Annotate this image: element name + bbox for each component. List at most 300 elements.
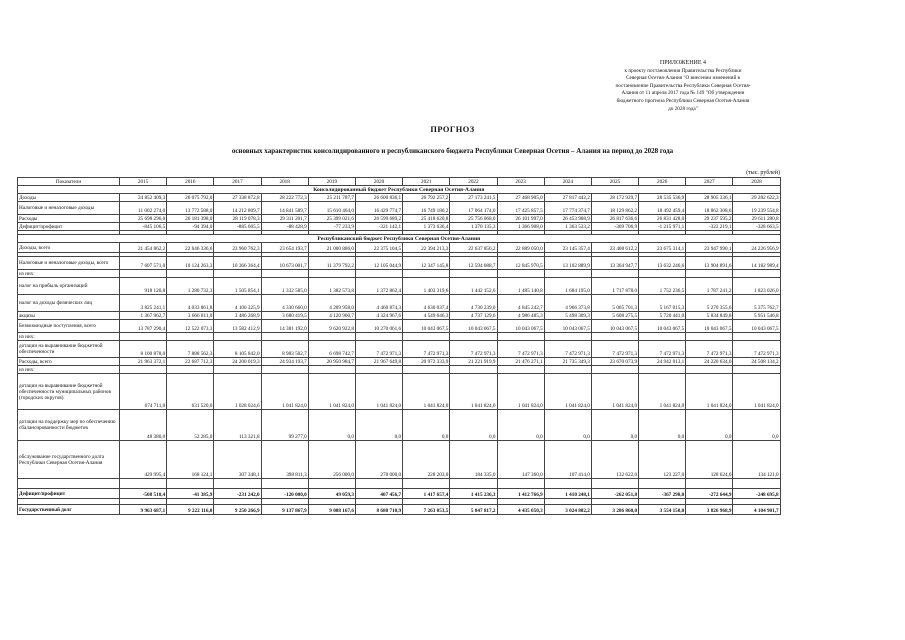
row-label: налог на доходы физических лиц [18,295,120,312]
row-label: Государственный долг [18,505,120,515]
value-cell: 7 472 971,3 [450,341,497,358]
value-cell: -369 706,9 [591,223,638,231]
value-cell: 5 847 817,2 [450,505,497,515]
value-cell: 3 554 150,0 [639,505,686,515]
value-cell: -77 233,9 [308,223,355,231]
table-row [18,202,781,215]
table-row [18,243,781,253]
value-cell: 10 124 263,3 [167,257,214,270]
value-cell: 1 752 236,5 [639,278,686,295]
value-cell: 5 375 762,7 [733,295,780,312]
value-cell: 4 630 037,4 [403,295,450,312]
value-cell [639,333,686,341]
value-cell: 10 043 067,5 [544,320,591,333]
table-row [18,295,781,312]
empty-cell [639,479,686,489]
value-cell: 8 100 878,0 [120,341,167,358]
empty-cell [733,479,780,489]
value-cell: 1 280 732,3 [167,278,214,295]
empty-cell [544,479,591,489]
value-cell: 25 698 296,0 [120,215,167,223]
value-cell [403,270,450,278]
value-cell: 4 737 129,6 [450,312,497,320]
value-cell: 26 453 908,9 [544,215,591,223]
value-cell: 16 429 774,7 [355,202,402,215]
value-cell: 7 472 971,3 [591,341,638,358]
value-cell: 52 285,0 [167,410,214,441]
value-cell: 99 277,0 [261,410,308,441]
value-cell: 1 442 152,6 [450,278,497,295]
row-label: Безвозмездные поступления, всего [18,320,120,333]
value-cell: 21 000 886,0 [308,243,355,253]
value-cell: 1 415 236,3 [450,489,497,499]
value-cell: 4 460 874,3 [355,295,402,312]
value-cell: 0,0 [497,410,544,441]
column-header-year: 2027 [686,178,733,186]
value-cell: 25 211 787,7 [308,194,355,202]
value-cell: 29 237 595,2 [686,215,733,223]
table-row [18,194,781,202]
value-cell: 8 680 710,9 [355,505,402,515]
row-label: обслуживание государственного долга Республики Северная Осетия-Алания [18,441,120,479]
value-cell [544,333,591,341]
value-cell [167,270,214,278]
value-cell: 10 043 067,5 [450,320,497,333]
value-cell [308,366,355,374]
empty-cell [308,479,355,489]
value-cell: -272 644,9 [686,489,733,499]
value-cell: 26 817 636,6 [591,215,638,223]
value-cell: 631 520,0 [167,374,214,410]
table-row [18,215,781,223]
value-cell: 184 335,0 [450,441,497,479]
table-row [18,341,781,358]
value-cell: 10 043 067,5 [591,320,638,333]
value-cell [214,366,261,374]
value-cell: 3 826 968,9 [686,505,733,515]
appendix-block [588,60,778,113]
value-cell: 10 043 067,5 [403,320,450,333]
value-cell: 256 000,0 [308,441,355,479]
value-cell: 13 904 891,6 [686,257,733,270]
value-cell: 132 622,0 [591,441,638,479]
empty-cell [686,479,733,489]
empty-cell [261,479,308,489]
value-cell: 23 947 990,1 [686,243,733,253]
value-cell: 1 417 657,4 [403,489,450,499]
value-cell [403,366,450,374]
value-cell: 7 472 971,3 [355,341,402,358]
value-cell: 10 043 067,5 [686,320,733,333]
value-cell: 0,0 [308,410,355,441]
value-cell: 12 594 088,7 [450,257,497,270]
value-cell: 29 311 201,7 [261,215,308,223]
value-cell: 28 535 536,9 [639,194,686,202]
value-cell: 26 075 792,0 [167,194,214,202]
value-cell: 26 831 428,0 [639,215,686,223]
value-cell: 1 717 878,0 [591,278,638,295]
value-cell: 49 059,3 [308,489,355,499]
value-cell: 12 845 970,5 [497,257,544,270]
value-cell [497,333,544,341]
value-cell: 1 485 140,8 [497,278,544,295]
value-cell [308,270,355,278]
value-cell: 4 966 373,8 [544,295,591,312]
value-cell: 22 637 856,2 [450,243,497,253]
column-header-year: 2022 [450,178,497,186]
table-row [18,270,781,278]
value-cell: 10 270 061,6 [355,320,402,333]
value-cell: 674 711,0 [120,374,167,410]
value-cell [167,366,214,374]
value-cell: 1 382 573,8 [308,278,355,295]
table-row [18,312,781,320]
value-cell [591,366,638,374]
value-cell: 0,0 [355,410,402,441]
value-cell: 25 418 620,8 [403,215,450,223]
value-cell: 0,0 [686,410,733,441]
value-cell [261,270,308,278]
value-cell: 28 222 772,3 [261,194,308,202]
value-cell: 15 610 464,0 [308,202,355,215]
value-cell: 398 811,3 [261,441,308,479]
table-row [18,223,781,231]
value-cell: 1 041 824,0 [591,374,638,410]
value-cell: 12 105 044,9 [355,257,402,270]
value-cell: 1 041 824,0 [497,374,544,410]
value-cell: 23 960 762,3 [214,243,261,253]
value-cell: 4 033 861,8 [167,295,214,312]
value-cell: 27 338 872,8 [214,194,261,202]
empty-cell [355,479,402,489]
table-row [18,441,781,479]
value-cell: 8 983 502,7 [261,341,308,358]
value-cell: 134 121,0 [733,441,780,479]
value-cell: 1 028 024,6 [214,374,261,410]
value-cell: 1 041 824,0 [450,374,497,410]
value-cell [450,366,497,374]
value-cell: 4 845 242,7 [497,295,544,312]
value-cell: 20 950 984,7 [308,358,355,366]
value-cell: 21 221 919,9 [450,358,497,366]
table-row [18,410,781,441]
value-cell: 3 024 802,2 [544,505,591,515]
value-cell [403,333,450,341]
value-cell: 23 670 073,9 [591,358,638,366]
table-row [18,358,781,366]
value-cell: 23 145 357,4 [544,243,591,253]
value-cell: 3 825 241,1 [120,295,167,312]
value-cell: 4 100 325,9 [214,295,261,312]
value-cell: 5 608 275,5 [591,312,638,320]
value-cell: 10 043 067,5 [497,320,544,333]
value-cell: 4 330 660,0 [261,295,308,312]
value-cell: 0,0 [591,410,638,441]
value-cell: 1 787 241,2 [686,278,733,295]
value-cell: 9 222 116,0 [167,505,214,515]
value-cell: 1 041 824,0 [544,374,591,410]
value-cell: 18 862 308,6 [686,202,733,215]
value-cell: 22 889 050,0 [497,243,544,253]
value-cell: 10 366 364,4 [214,257,261,270]
column-header-year: 2015 [120,178,167,186]
empty-cell [450,479,497,489]
value-cell: 3 666 811,0 [167,312,214,320]
column-header-year: 2026 [639,178,686,186]
value-cell: 24 200 019,3 [214,358,261,366]
value-cell: 4 209 958,0 [308,295,355,312]
value-cell: 5 270 355,6 [686,295,733,312]
column-header-year: 2025 [591,178,638,186]
value-cell: 1 684 195,0 [544,278,591,295]
value-cell: 123 227,0 [639,441,686,479]
value-cell: 13 364 947,7 [591,257,638,270]
document-subtitle: основных характеристик консолидированного и республиканского бюджета Республики Северная Осетия – Алания на период до 2028 года [231,147,674,155]
value-cell: 24 852 409,3 [120,194,167,202]
value-cell: 1 041 824,0 [686,374,733,410]
value-cell: 23 408 612,2 [591,243,638,253]
value-cell: 19 239 554,8 [733,202,780,215]
value-cell: 1 373 636,4 [403,223,450,231]
value-cell: 21 735 349,3 [544,358,591,366]
value-cell [355,333,402,341]
value-cell [120,366,167,374]
value-cell: 13 102 889,9 [544,257,591,270]
value-cell: 17 064 174,0 [450,202,497,215]
value-cell: 24 508 134,2 [733,358,780,366]
value-cell [686,270,733,278]
value-cell: 24 934 193,7 [261,358,308,366]
value-cell: 7 472 971,3 [497,341,544,358]
value-cell: 1 041 824,0 [639,374,686,410]
value-cell: 0,0 [639,410,686,441]
value-cell: 20 972 333,9 [403,358,450,366]
value-cell: -262 051,8 [591,489,638,499]
value-cell: 28 905 336,1 [686,194,733,202]
value-cell: 25 756 068,0 [450,215,497,223]
value-cell: -367 290,0 [639,489,686,499]
value-cell: 28 172 929,7 [591,194,638,202]
value-cell: 0,0 [403,410,450,441]
value-cell: 14 381 192,0 [261,320,308,333]
value-cell: 13 787 290,4 [120,320,167,333]
value-cell: 107 414,0 [544,441,591,479]
table-header-row [18,178,781,186]
value-cell: 21 476 271,1 [497,358,544,366]
value-cell: 1 041 824,0 [403,374,450,410]
value-cell [214,333,261,341]
value-cell: 918 120,8 [120,278,167,295]
appendix-line: постановление Правительства Республики Северная Осетия- [615,82,751,89]
value-cell: 8 105 842,0 [214,341,261,358]
value-cell: -120 000,0 [261,489,308,499]
value-cell: 11 002 274,0 [120,202,167,215]
value-cell [733,333,780,341]
value-cell: 16 749 180,2 [403,202,450,215]
value-cell: 4 435 050,3 [497,505,544,515]
value-cell: 7 607 571,0 [120,257,167,270]
value-cell: -41 385,9 [167,489,214,499]
value-cell: 26 599 689,2 [355,215,402,223]
empty-cell [214,479,261,489]
value-cell: 28 119 078,3 [214,215,261,223]
value-cell: 23 675 314,1 [639,243,686,253]
value-cell: 128 624,0 [686,441,733,479]
empty-cell [403,479,450,489]
value-cell: 21 963 372,1 [120,358,167,366]
value-cell: 21 967 649,8 [355,358,402,366]
appendix-line: Северная Осетия-Алания "О внесении изменений в [626,75,740,82]
value-cell: 13 632 246,6 [639,257,686,270]
value-cell [214,270,261,278]
value-cell [308,333,355,341]
value-cell: 1 410 248,1 [544,489,591,499]
value-cell: -322 219,1 [686,223,733,231]
value-cell: 5 498 309,3 [544,312,591,320]
table-row [18,333,781,341]
value-cell: 4 120 900,7 [308,312,355,320]
empty-cell [497,479,544,489]
value-cell: -885 605,5 [214,223,261,231]
row-label: из них: [18,270,120,278]
appendix-line: к проекту постановления Правительства Республики [624,67,742,74]
table-row [18,366,781,374]
value-cell [167,333,214,341]
value-cell: 9 088 167,6 [308,505,355,515]
value-cell [591,333,638,341]
row-label: Доходы, всего [18,243,120,253]
column-header-year: 2028 [733,178,780,186]
value-cell: 10 673 001,7 [261,257,308,270]
document-title: ПРОГНОЗ [430,125,475,134]
value-cell: 24 226 956,9 [733,243,780,253]
value-cell: 10 043 067,5 [733,320,780,333]
column-header-year: 2020 [355,178,402,186]
value-cell [639,270,686,278]
value-cell: 22 394 213,3 [403,243,450,253]
value-cell: 22 375 104,5 [355,243,402,253]
value-cell: 13 582 412,9 [214,320,261,333]
value-cell: 7 472 971,3 [544,341,591,358]
value-cell: 7 472 971,3 [403,341,450,358]
value-cell: 147 360,0 [497,441,544,479]
empty-cell [120,479,167,489]
value-cell [686,366,733,374]
value-cell [450,333,497,341]
row-label: Расходы [18,215,120,223]
value-cell: 429 995,4 [120,441,167,479]
column-header-year: 2019 [308,178,355,186]
value-cell: 168 124,1 [167,441,214,479]
row-label: дотации на выравнивание бюджетной обеспеченности [18,341,120,358]
value-cell: 18 129 862,2 [591,202,638,215]
forecast-table [17,177,781,515]
value-cell: -321 142,1 [355,223,402,231]
value-cell [120,270,167,278]
value-cell: 1 041 824,0 [261,374,308,410]
table-row [18,320,781,333]
value-cell: 29 282 622,3 [733,194,780,202]
value-cell: 7 472 971,3 [639,341,686,358]
value-cell [686,333,733,341]
value-cell: 21 454 862,2 [120,243,167,253]
value-cell: 13 772 588,0 [167,202,214,215]
value-cell: 6 698 742,7 [308,341,355,358]
value-cell: 11 379 792,2 [308,257,355,270]
column-header-year: 2024 [544,178,591,186]
row-label: из них: [18,366,120,374]
value-cell: 0,0 [544,410,591,441]
value-cell: 9 137 867,9 [261,505,308,515]
value-cell [261,366,308,374]
value-cell: 26 101 997,0 [497,215,544,223]
value-cell: 24 220 634,0 [686,358,733,366]
value-cell: 7 472 971,3 [686,341,733,358]
value-cell: 3 680 419,5 [261,312,308,320]
value-cell: 9 250 266,9 [214,505,261,515]
row-label: налог на прибыль организаций [18,278,120,295]
appendix-heading: ПРИЛОЖЕНИЕ 4 [659,60,707,66]
value-cell [355,270,402,278]
empty-cell [167,479,214,489]
value-cell: 1 403 319,6 [403,278,450,295]
empty-cell [591,479,638,489]
value-cell: -231 242,0 [214,489,261,499]
value-cell [120,333,167,341]
section-title: Республиканский бюджет Республики Северная Осетия-Алания [18,235,781,243]
value-cell: 23 654 193,7 [261,243,308,253]
row-label: акцизы [18,312,120,320]
value-cell: 24 942 013,1 [639,358,686,366]
value-cell: 26 181 398,0 [167,215,214,223]
value-cell [497,270,544,278]
value-cell [544,270,591,278]
column-header-year: 2018 [261,178,308,186]
table-row [18,278,781,295]
row-label: Налоговые и неналоговые доходы, всего [18,257,120,270]
value-cell: 7 888 562,3 [167,341,214,358]
value-cell: 22 687 712,3 [167,358,214,366]
section-title: Консолидированный бюджет Республики Северная Осетия-Алания [18,186,781,194]
value-cell: -1 215 971,1 [639,223,686,231]
value-cell: 4 324 967,6 [355,312,402,320]
row-label: дотации на выравнивание бюджетной обеспеченности муниципальных районов (городских округов) [18,374,120,410]
value-cell: 5 951 546,8 [733,312,780,320]
value-cell: 29 611 280,8 [733,215,780,223]
value-cell: -845 106,5 [120,223,167,231]
value-cell: 7 263 053,5 [403,505,450,515]
row-label: Расходы, всего [18,358,120,366]
column-header-year: 2021 [403,178,450,186]
appendix-line: до 2028 года" [668,105,698,112]
value-cell: 4 730 239,0 [450,295,497,312]
value-cell: 407 456,7 [355,489,402,499]
value-cell: 17 774 374,7 [544,202,591,215]
value-cell: 4 104 901,7 [733,505,780,515]
value-cell: 27 173 241,5 [450,194,497,202]
value-cell: 5 065 701,3 [591,295,638,312]
column-header-year: 2023 [497,178,544,186]
value-cell: 1 412 766,9 [497,489,544,499]
value-cell [544,366,591,374]
row-label: дотации на поддержку мер по обеспечению сбалансированности бюджетов [18,410,120,441]
appendix-line: бюджетного прогноза Республики Северная Осетия-Алания [616,97,750,104]
appendix-line: Алания от 11 апреля 2017 года № 149 "Об утверждении [621,90,745,97]
row-label: Дефицит/профицит [18,489,120,499]
table-row [18,257,781,270]
value-cell [639,366,686,374]
value-cell: -88 428,9 [261,223,308,231]
